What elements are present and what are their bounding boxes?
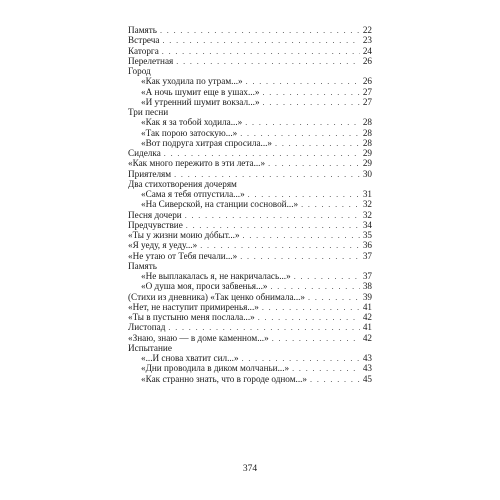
toc-page-number: 37 bbox=[362, 271, 372, 281]
toc-entry-title: Каторга bbox=[128, 45, 159, 56]
toc-entry bbox=[128, 220, 372, 230]
toc-entry bbox=[128, 56, 372, 66]
toc-entry-title: Память bbox=[128, 25, 157, 35]
toc-subentry bbox=[128, 271, 372, 281]
toc-page-number: 45 bbox=[362, 373, 372, 384]
dot-leader bbox=[268, 159, 360, 169]
dot-leader bbox=[245, 118, 360, 128]
toc-page-number: 30 bbox=[362, 168, 372, 179]
toc-section-heading: Память bbox=[128, 260, 157, 271]
dot-leader bbox=[301, 200, 360, 210]
toc-entry bbox=[128, 292, 372, 302]
toc-entry bbox=[128, 251, 372, 261]
toc-page-number: 38 bbox=[362, 281, 372, 292]
dot-leader bbox=[176, 57, 360, 67]
toc-page-number: 42 bbox=[362, 332, 372, 343]
dot-leader bbox=[162, 36, 359, 46]
toc-page-number: 28 bbox=[362, 117, 372, 128]
toc-subentry bbox=[128, 76, 372, 86]
toc-entry bbox=[128, 169, 372, 179]
toc-subentry bbox=[128, 189, 372, 199]
toc-entry-title: Перелетная bbox=[128, 55, 174, 66]
toc-entry bbox=[128, 240, 372, 250]
toc-subentry bbox=[128, 281, 372, 291]
toc-entry-title: Встреча bbox=[128, 35, 160, 46]
toc-page-number: 39 bbox=[362, 291, 372, 302]
dot-leader bbox=[262, 88, 359, 98]
dot-leader bbox=[185, 211, 360, 221]
toc-page-number: 26 bbox=[362, 55, 372, 66]
toc-subentry bbox=[128, 97, 372, 107]
toc-entry-title: «На Сиверской, на станции сосновой...» bbox=[141, 199, 299, 210]
toc-entry bbox=[128, 230, 372, 240]
toc-page-number: 37 bbox=[362, 250, 372, 261]
toc-section-heading: Два стихотворения дочерям bbox=[128, 178, 237, 189]
toc-entry-title: «Я уеду, я уеду...» bbox=[128, 240, 198, 251]
toc-page-number: 29 bbox=[362, 148, 372, 158]
dot-leader bbox=[258, 313, 360, 323]
toc-page-number: 43 bbox=[362, 353, 372, 363]
toc-entry bbox=[128, 148, 372, 158]
toc-page-number: 32 bbox=[362, 209, 372, 220]
dot-leader bbox=[243, 231, 360, 241]
toc-page-number: 31 bbox=[362, 189, 372, 199]
dot-leader bbox=[246, 77, 360, 87]
dot-leader bbox=[310, 375, 360, 385]
toc-subentry bbox=[128, 353, 372, 363]
toc-page-number: 28 bbox=[362, 137, 372, 148]
toc-page-number: 23 bbox=[362, 35, 372, 46]
toc-entry bbox=[128, 322, 372, 332]
toc-entry bbox=[128, 25, 372, 35]
toc-page-number: 24 bbox=[362, 45, 372, 56]
toc-page-number: 41 bbox=[362, 301, 372, 312]
toc-page-number: 22 bbox=[362, 25, 372, 35]
dot-leader bbox=[160, 26, 360, 36]
toc-entry-title: «Дни проводила в диком молчаньи...» bbox=[141, 363, 290, 374]
toc-page-number: 42 bbox=[362, 312, 372, 322]
toc-entry bbox=[128, 333, 372, 343]
toc-page-number: 34 bbox=[362, 219, 372, 230]
toc-entry-title: «Вот подруга хитрая спросила...» bbox=[141, 137, 273, 148]
toc-entry-title: «Как много пережито в эти лета...» bbox=[128, 158, 266, 169]
toc-entry-title: «Как я за тобой ходила...» bbox=[141, 117, 243, 128]
toc-page-number: 41 bbox=[362, 322, 372, 333]
toc-entry-title: Песня дочери bbox=[128, 209, 182, 220]
dot-leader bbox=[263, 98, 360, 108]
toc-entry-title: Предчувствие bbox=[128, 219, 183, 230]
toc-entry-title: «О душа моя, проси забвенья...» bbox=[141, 281, 268, 292]
dot-leader bbox=[275, 139, 360, 149]
page-number: 374 bbox=[242, 464, 258, 474]
toc-page-number: 35 bbox=[362, 230, 372, 240]
toc-page-number: 43 bbox=[362, 363, 372, 374]
toc-subentry bbox=[128, 87, 372, 97]
toc-subentry bbox=[128, 128, 372, 138]
toc-entry-title: «...И снова хватит сил...» bbox=[141, 353, 239, 363]
toc-subentry bbox=[128, 363, 372, 373]
dot-leader bbox=[162, 47, 360, 57]
toc-entry-title: «Не выплакалась я, не накричалась...» bbox=[141, 271, 291, 281]
toc-subentry bbox=[128, 138, 372, 148]
toc-entry-title: Приятелям bbox=[128, 168, 172, 179]
toc-entry-title: «Знаю, знаю — в доме каменном...» bbox=[128, 332, 269, 343]
toc-section-heading: Испытание bbox=[128, 342, 172, 353]
toc-entry bbox=[128, 210, 372, 220]
dot-leader bbox=[240, 252, 360, 262]
toc-entry-title: «Нет, не наступит примиренья...» bbox=[128, 301, 259, 312]
toc-entry-title: «Как странно знать, что в городе одном...» bbox=[141, 373, 308, 384]
toc-page-number: 29 bbox=[362, 158, 372, 169]
toc-entry bbox=[128, 46, 372, 56]
toc-page-number: 32 bbox=[362, 199, 372, 210]
toc-subentry bbox=[128, 117, 372, 127]
toc-page-number: 28 bbox=[362, 127, 372, 138]
toc-entry bbox=[128, 35, 372, 45]
toc-subentry bbox=[128, 374, 372, 384]
toc-entry-title: (Стихи из дневника) «Так ценко обнимала...» bbox=[128, 291, 306, 302]
dot-leader bbox=[308, 293, 360, 303]
toc-entry-title: «Как уходила по утрам...» bbox=[141, 76, 243, 87]
toc-page-number: 27 bbox=[362, 96, 372, 107]
table-of-contents bbox=[128, 25, 372, 384]
toc-section-heading: Три песни bbox=[128, 107, 169, 117]
toc-entry bbox=[128, 312, 372, 322]
dot-leader bbox=[294, 272, 360, 282]
toc-entry-title: «Сама я тебя отпустила...» bbox=[141, 189, 245, 199]
toc-entry-title: «А ночь шумит еще в ушах...» bbox=[141, 86, 260, 97]
toc-page-number: 26 bbox=[362, 76, 372, 87]
dot-leader bbox=[262, 303, 360, 313]
toc-entry bbox=[128, 302, 372, 312]
toc-entry-title: Сиделка bbox=[128, 148, 161, 158]
dot-leader bbox=[272, 334, 360, 344]
toc-entry-title: «Не утаю от Тебя печали...» bbox=[128, 250, 238, 261]
toc-entry bbox=[128, 158, 372, 168]
toc-entry-title: «Ты в пустыню меня послала...» bbox=[128, 312, 255, 322]
toc-page-number: 27 bbox=[362, 86, 372, 97]
toc-entry-title: «И утренний шумит вокзал...» bbox=[141, 96, 260, 107]
toc-page-number: 36 bbox=[362, 240, 372, 251]
toc-entry-title: Листопад bbox=[128, 322, 166, 333]
toc-subentry bbox=[128, 199, 372, 209]
toc-section-heading: Город bbox=[128, 66, 151, 76]
toc-entry-title: «Ты у жизни моию дóбыт...» bbox=[128, 230, 240, 240]
toc-entry-title: «Так порою затоскую...» bbox=[141, 127, 238, 138]
